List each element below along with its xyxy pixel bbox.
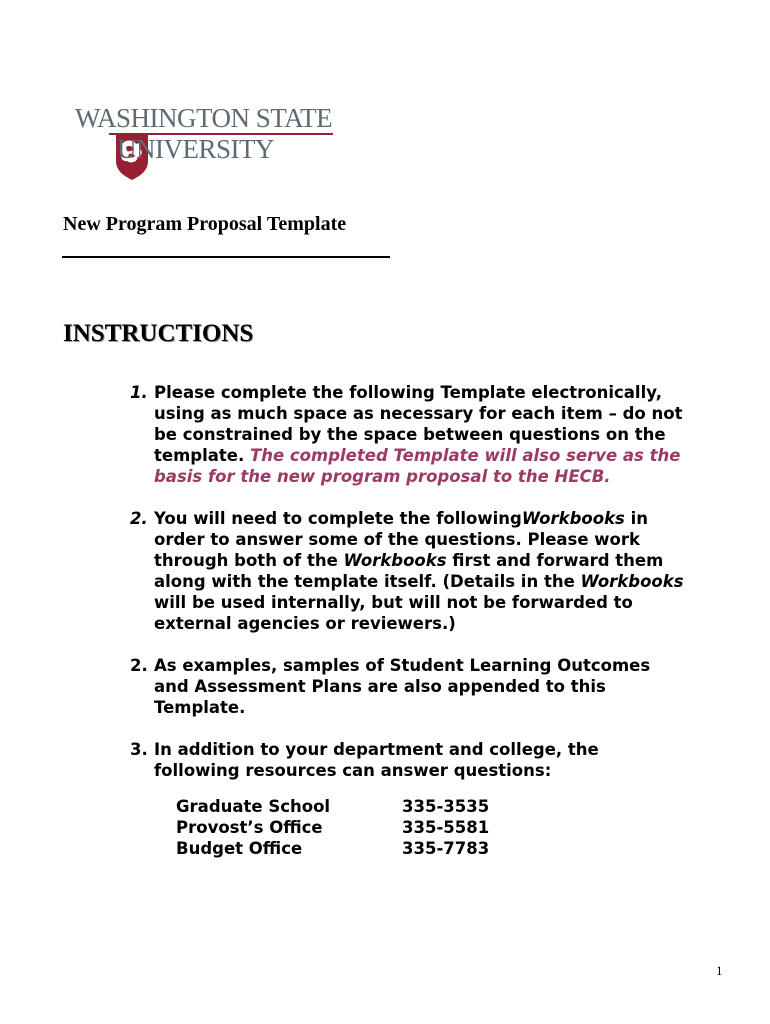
item-number: 1. [130, 383, 148, 402]
workbooks-term: Workbooks [343, 551, 447, 570]
list-item [130, 739, 690, 781]
item-number: 2. [130, 656, 148, 675]
item-text [154, 508, 690, 634]
contact-phone: 335-7783 [402, 839, 490, 858]
page-number: 1 [716, 963, 723, 978]
item-body: Please complete the following Template electronically, using as much space as necessary for each item – do not be constrained by the space between questions on the template. [154, 383, 683, 465]
contact-office: Budget Office [176, 839, 303, 858]
item-emphasis: The completed Template will also serve as the basis for the new program proposal to the HECB. [154, 446, 681, 486]
wsu-logo [73, 103, 335, 183]
contact-office: Provost’s Office [176, 818, 323, 837]
item-body: You will need to complete the following [154, 509, 522, 528]
item-body: will be used internally, but will not be forwarded to external agencies or reviewers.) [154, 593, 633, 633]
contact-phone: 335-3535 [402, 797, 490, 816]
logo-line-1: WASHINGTON STATE [75, 103, 333, 133]
instructions-heading: INSTRUCTIONS [63, 320, 254, 347]
title-underline [62, 256, 390, 258]
item-text: As examples, samples of Student Learning Outcomes and Assessment Plans are also appended to this Template. [154, 656, 651, 717]
item-number: 3. [130, 740, 148, 759]
instructions-list [130, 382, 690, 859]
item-text: In addition to your department and college, the following resources can answer questions: [154, 740, 599, 780]
item-number: 2. [130, 509, 148, 528]
item-body: first and forward them along with the template itself. (Details in the [154, 551, 664, 591]
list-item [130, 382, 690, 487]
contact-office: Graduate School [176, 797, 331, 816]
list-item [130, 508, 690, 634]
contact-phone: 335-5581 [402, 818, 490, 837]
list-item [130, 655, 690, 718]
item-text [154, 382, 690, 487]
document-title: New Program Proposal Template [63, 213, 347, 235]
contacts-table [176, 796, 690, 859]
logo-line-2: UNIVERSITY [117, 134, 274, 164]
item-body: in order to answer some of the questions. Please work through both of the [154, 509, 649, 570]
workbooks-term: Workbooks [521, 509, 625, 528]
workbooks-term: Workbooks [580, 572, 684, 591]
